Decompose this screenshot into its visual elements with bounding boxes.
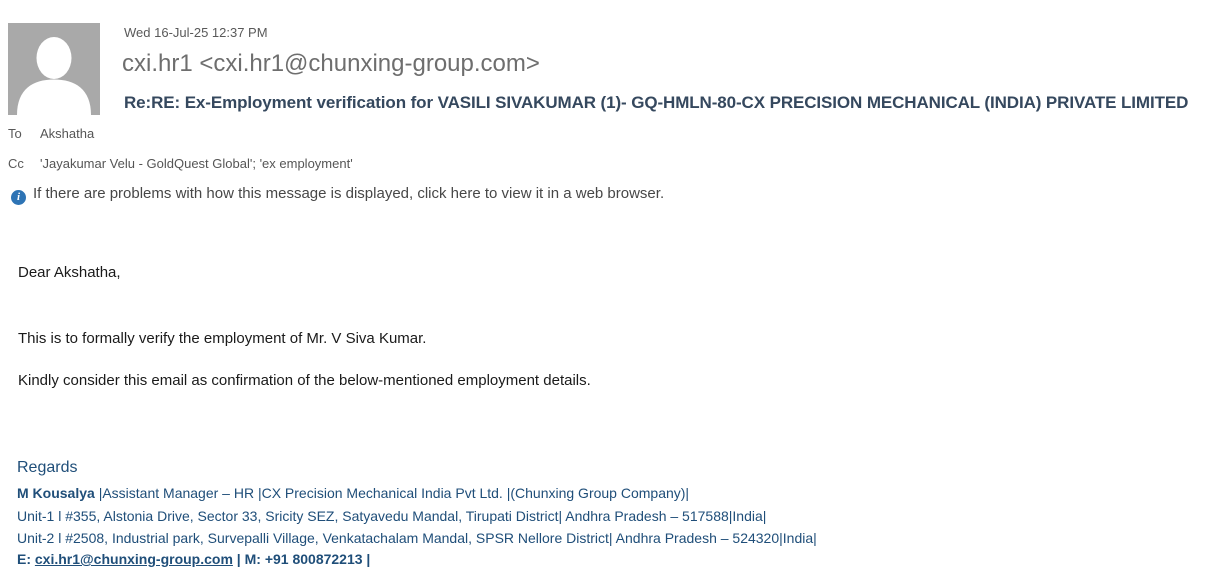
- sender-address[interactable]: cxi.hr1 <cxi.hr1@chunxing-group.com>: [122, 50, 540, 77]
- cc-recipients[interactable]: 'Jayakumar Velu - GoldQuest Global'; 'ex employment': [40, 156, 353, 171]
- cc-label: Cc: [8, 156, 24, 171]
- signature-regards: Regards: [17, 459, 78, 476]
- signature-address-unit1: Unit-1 l #355, Alstonia Drive, Sector 33, Sricity SEZ, Satyavedu Mandal, Tirupati District| Andhra Pradesh – 517588|India|: [17, 508, 767, 524]
- signature-name-title: [17, 485, 689, 501]
- signature-email-link[interactable]: cxi.hr1@chunxing-group.com: [34, 551, 233, 567]
- message-timestamp: Wed 16-Jul-25 12:37 PM: [124, 25, 268, 40]
- signature-contact-line: [17, 551, 370, 567]
- to-label: To: [8, 126, 22, 141]
- body-greeting: Dear Akshatha,: [18, 264, 121, 281]
- signature-mobile: | M: +91 800872213 |: [232, 551, 371, 567]
- body-paragraph-2: Kindly consider this email as confirmation of the below-mentioned employment details.: [18, 372, 591, 389]
- display-problems-text[interactable]: If there are problems with how this message is displayed, click here to view it in a web browser.: [33, 185, 665, 202]
- email-label: E:: [17, 551, 35, 567]
- message-subject: Re:RE: Ex-Employment verification for VASILI SIVAKUMAR (1)- GQ-HMLN-80-CX PRECISION MECHANICAL (INDIA) PRIVATE LIMITED: [124, 93, 1189, 112]
- to-recipient[interactable]: Akshatha: [40, 126, 95, 141]
- person-silhouette-icon: [8, 102, 100, 115]
- signature-address-unit2: Unit-2 l #2508, Industrial park, Survepalli Village, Venkatachalam Mandal, SPSR Nellore District| Andhra Pradesh – 524320|India|: [17, 530, 817, 546]
- body-paragraph-1: This is to formally verify the employment of Mr. V Siva Kumar.: [18, 330, 427, 347]
- display-problems-banner[interactable]: [11, 185, 664, 205]
- signature-title: |Assistant Manager – HR |CX Precision Mechanical India Pvt Ltd. |(Chunxing Group Company)|: [94, 485, 690, 501]
- sender-avatar[interactable]: [8, 23, 100, 115]
- info-icon: i: [11, 190, 26, 205]
- signature-name: M Kousalya: [17, 485, 95, 501]
